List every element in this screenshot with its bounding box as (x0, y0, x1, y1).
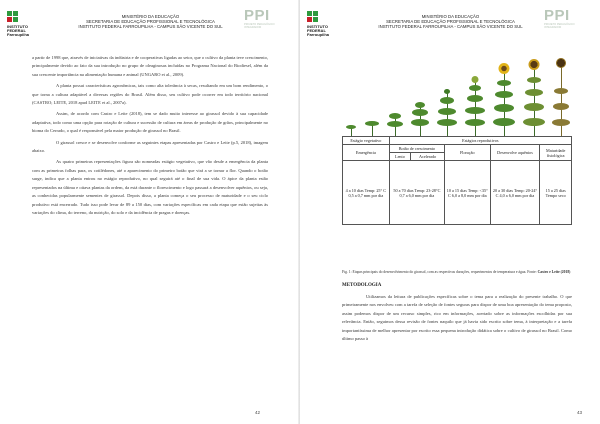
table-subheader-fast: Acelerado (411, 153, 445, 161)
header-line-3: INSTITUTO FEDERAL FARROUPILHA - CAMPUS SÃO VICENTE DO SUL (78, 24, 223, 30)
table-header-bud: Botão de crescimento (389, 145, 444, 153)
sunflower-growth-figure (340, 54, 572, 136)
plant-stage-maturity (550, 56, 572, 136)
table-header-development: Desenvolve aquênios (490, 145, 540, 161)
ppi-logo (544, 8, 590, 34)
instituto-federal-logo-text: INSTITUTO FEDERAL Farroupilha (7, 24, 30, 38)
page-number: 42 (254, 410, 260, 415)
left-page-body (32, 54, 268, 220)
section-title: METODOLOGIA (342, 283, 382, 288)
header-line-1: MINISTÉRIO DA EDUCAÇÃO (121, 14, 180, 19)
header-line-3: INSTITUTO FEDERAL FARROUPILHA - CAMPUS SÃO VICENTE DO SUL (378, 24, 523, 30)
ppi-logo (244, 8, 290, 34)
institution-header (358, 14, 543, 30)
table-row (343, 161, 572, 225)
ppi-logo-subtitle: PROJETO PEDAGÓGICO INTEGRADOR (244, 23, 275, 29)
figure-caption (342, 270, 572, 275)
paragraph: A planta possui características agronômicas, tais como alta tolerância à secas, resultando em um bom rendimento, o que torna a cultura adaptável a diversas regiões do Brasil. Além disso, seu cultivo pode ocorrer em todo território nacional (CASTRO; LEITE, 2018 apud LEITE et al., 2007a). (32, 83, 268, 106)
paragraph: Assim, de acordo com Castro e Leite (2018), tem se dado muito interesse ao girassol devido à sua capacidade adaptativa, todo como uma opção para rotação de cultura e sucessão de cultura em áreas de produção de grãos, principalmente no bioma do Cerrado, o qual é responsável pela maior produção de girassol no Brasil. (32, 111, 268, 134)
table-subheader-slow: Lento (389, 153, 410, 161)
paragraph: O girassol cresce e se desenvolve conforme as seguintes etapas apresentadas por Castro e Leite (p.5, 2018), imagem abaixo. (32, 139, 268, 154)
paragraph: As quatro primeiras representações figura são nomeadas estágio vegetativo, que vão desde a emergência da planta com as primeiras folhas para, os cotilédones, até o aparecimento do primeiro botão que virá a se tornar a flor. Quando o botão surge, indica que a planta entrou no estágio reprodutivo, no qual seguirá até o final de sua vida. O ápice da planta estão representados na última e oitava plantas da ordem, da está durante o florescimento e logo passará a desenvolver aquênios, ou seja, as conhecidas popularmente sementes de girassol. Depois disso, a planta começa o seu processo de maturidade e o seu ciclo produtivo está encerrado. Tudo isso pode levar de 89 a 150 dias, com variações específicas em cada etapa que estão sujeitas às variações do clima, do terreno, da nutrição, do solo e da incidência de pragas e doenças. (32, 159, 268, 215)
instituto-federal-logo-text: INSTITUTO FEDERAL Farroupilha (307, 24, 330, 38)
paragraph: a partir de 1998 que, através de iniciativas da indústria e de cooperativas ligadas ao setor, que o cultivo da planta teve crescimento, principalmente devido ao fato da sua introdução no grupo de oleaginosas incluídas no Programa Nacional do Biodiesel, além da sua crescente importância na alimentação humana e animal (UNGARO et al., 2009). (32, 55, 268, 77)
header-line-2: SECRETARIA DE EDUCAÇÃO PROFISSIONAL E TECNOLÓGICA (386, 19, 515, 25)
table-row (343, 145, 572, 153)
plant-stage-flowering (492, 64, 516, 136)
page-header (0, 8, 300, 42)
plant-stage-emergence-1 (344, 124, 358, 136)
plant-stage-seed-development (522, 58, 546, 136)
table-cell-maturity: 15 a 25 dias Tempo seco (540, 161, 572, 225)
table-header-vegetative: Estágio vegetativo (343, 137, 390, 145)
table-cell-bud: 50 a 70 dias Temp: 23-28°C 0,7 a 6,0 mm por dia (389, 161, 444, 225)
plant-stage-vegetative-3 (386, 110, 404, 136)
header-line-1: MINISTÉRIO DA EDUCAÇÃO (421, 14, 480, 19)
growth-stages-table (342, 136, 572, 225)
header-line-2: SECRETARIA DE EDUCAÇÃO PROFISSIONAL E TECNOLÓGICA (86, 19, 215, 25)
table-header-reproductive: Estágios reprodutivos (389, 137, 571, 145)
ppi-logo-subtitle: PROJETO PEDAGÓGICO INTEGRADOR (544, 23, 575, 29)
table-header-emergence: Emergência (343, 145, 390, 161)
table-row (343, 137, 572, 145)
page-header (300, 8, 600, 42)
figure-caption-source: Castro e Leite (2018) (537, 270, 571, 274)
right-page-body (342, 293, 572, 343)
table-cell-emergence: 4 a 10 dias Temp: 25° C 0,5 a 0,7 mm por dia (343, 161, 390, 225)
plant-stage-bud-large (464, 76, 486, 136)
figure-caption-text: Fig. 1: Etapas principais do desenvolvimento do girassol, com as respectivas durações, requerimentos de temperatura e água. Fonte: (342, 270, 538, 274)
plant-stage-vegetative-4 (410, 100, 430, 136)
plant-stage-emergence-2 (364, 120, 380, 136)
institution-header (58, 14, 243, 30)
table-cell-development: 20 a 30 dias Temp: 20-24° C 4,0 a 6,0 mm por dia (490, 161, 540, 225)
table-header-flowering: Floração (445, 145, 491, 161)
ppi-logo-mark: PPI (544, 7, 570, 24)
table-header-maturity: Maturidade fisiológica (540, 145, 572, 161)
plant-stage-bud-small (436, 88, 458, 136)
paragraph: Utilizamos da leitura de publicações específicas sobre o tema para a realização do presente trabalho. O que primeiramente nos envolveu com a tarefa de seleção de fontes seguras para dispor de uma boa apresentação do tema proposto, assim podemos dispor de um recurso simples, rico em informações, acertado sobre as informações escolhidas por sua relevância. Então, seguimos dessa revisão de fontes naquilo que já havia sido escrito sobre tema, à interpretação e a tarefa importantíssima de melhor apresentar por escrito essa pequena introdução didática sobre o cultivo de girassol no Brasil. Como último passo à (342, 294, 572, 342)
instituto-federal-logo (7, 11, 29, 37)
page-number: 43 (576, 410, 582, 415)
ppi-logo-mark: PPI (244, 7, 270, 24)
instituto-federal-logo (307, 11, 329, 37)
table-cell-flowering: 10 a 15 dias Temp: <35° C 6,0 a 8,0 mm por dia (445, 161, 491, 225)
